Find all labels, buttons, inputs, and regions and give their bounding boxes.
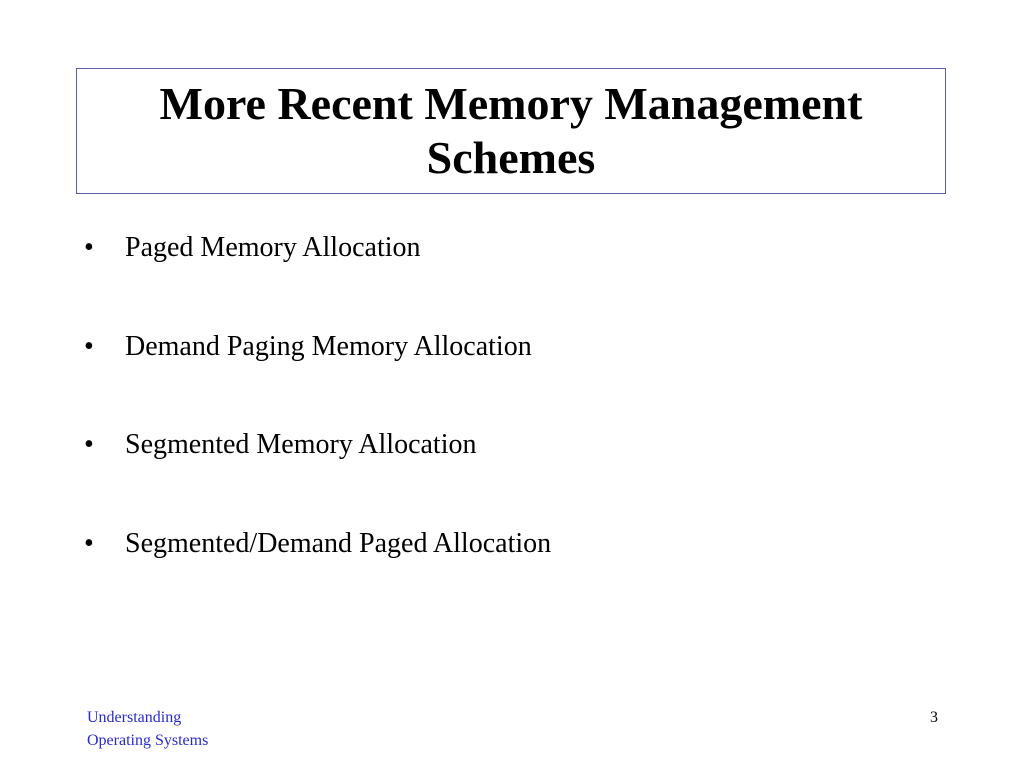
page-number: 3 — [930, 709, 938, 726]
bullet-list — [84, 228, 551, 622]
bullet-text: Segmented Memory Allocation — [125, 429, 477, 460]
bullet-icon: • — [84, 330, 94, 362]
bullet-item — [84, 327, 551, 426]
bullet-text: Paged Memory Allocation — [125, 232, 421, 263]
bullet-icon: • — [84, 527, 94, 559]
footer-course-title — [87, 706, 208, 752]
bullet-item — [84, 228, 551, 327]
bullet-icon: • — [84, 232, 94, 263]
slide-title — [140, 77, 883, 185]
bullet-item — [84, 524, 551, 623]
slide-title-line-1: More Recent Memory Management — [159, 78, 863, 129]
footer-line-2: Operating Systems — [87, 732, 209, 749]
title-box — [76, 68, 946, 194]
bullet-text: Demand Paging Memory Allocation — [125, 330, 532, 362]
bullet-item — [84, 425, 551, 524]
footer-line-1: Understanding — [87, 709, 182, 726]
slide-title-line-2: Schemes — [426, 132, 596, 183]
bullet-icon: • — [84, 429, 94, 460]
bullet-text: Segmented/Demand Paged Allocation — [125, 527, 552, 559]
